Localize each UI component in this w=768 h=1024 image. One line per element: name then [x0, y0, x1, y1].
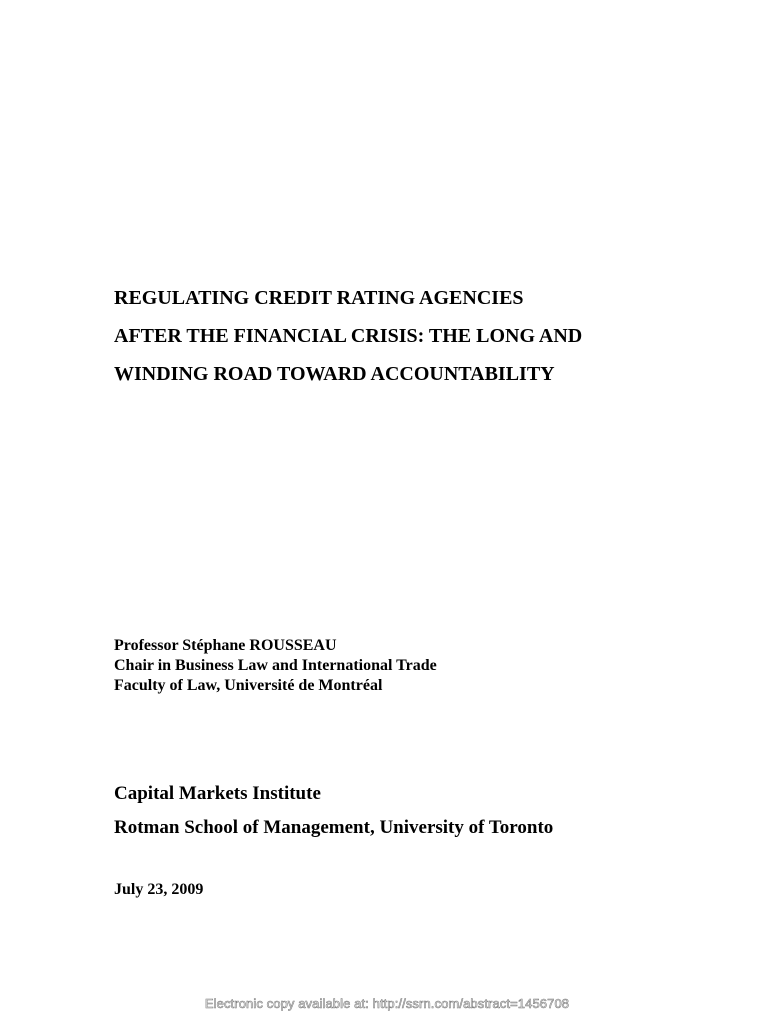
paper-title: [114, 279, 734, 393]
ssrn-footer-watermark: Electronic copy available at: http://ssrn.com/abstract=1456708: [204, 996, 570, 1011]
title-line-3: WINDING ROAD TOWARD ACCOUNTABILITY: [114, 363, 555, 385]
institute-school: Rotman School of Management, University of Toronto: [114, 817, 554, 838]
institute-block: [114, 777, 734, 845]
author-block: [114, 636, 714, 696]
title-line-1: REGULATING CREDIT RATING AGENCIES: [114, 287, 524, 309]
author-name: Professor Stéphane ROUSSEAU: [114, 637, 337, 654]
author-faculty: Faculty of Law, Université de Montréal: [114, 677, 383, 694]
publication-date: July 23, 2009: [114, 881, 204, 898]
institute-name: Capital Markets Institute: [114, 783, 321, 804]
author-chair: Chair in Business Law and International Trade: [114, 657, 437, 674]
title-line-2: AFTER THE FINANCIAL CRISIS: THE LONG AND: [114, 325, 583, 347]
